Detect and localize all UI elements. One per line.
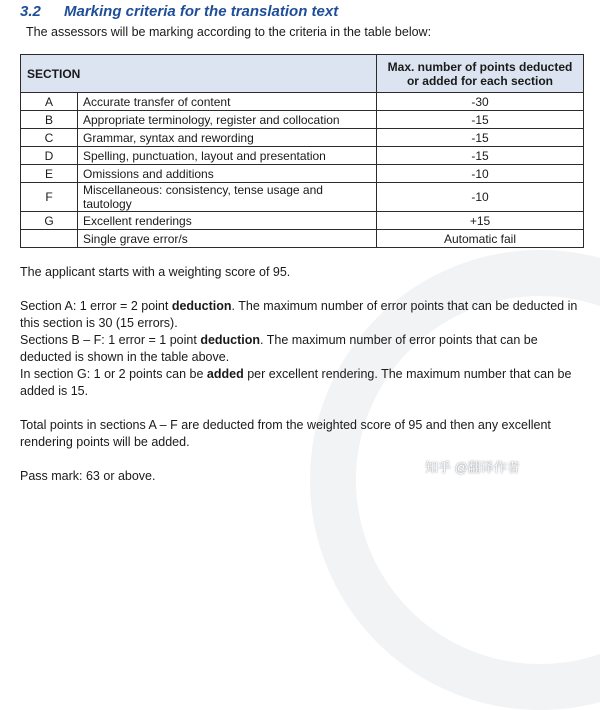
criteria-table (20, 54, 584, 248)
row-letter: G (21, 212, 78, 230)
text-run: Section A: 1 error = 2 point (20, 299, 172, 313)
row-points: Automatic fail (377, 230, 584, 248)
emphasis-text: deduction (200, 333, 261, 347)
row-letter: F (21, 183, 78, 212)
emphasis-text: deduction (171, 299, 232, 313)
table-row (21, 129, 584, 147)
row-description: Omissions and additions (78, 165, 377, 183)
table-row (21, 165, 584, 183)
row-points: -15 (377, 111, 584, 129)
text-run: Sections B – F: 1 error = 1 point (20, 333, 201, 347)
section-title: Marking criteria for the translation text (64, 3, 339, 20)
watermark: 知乎 @翻译作者 (425, 460, 520, 475)
table-row (21, 147, 584, 165)
row-letter: B (21, 111, 78, 129)
row-letter (21, 230, 78, 248)
text-run: . The maximum number of error points that can be deducted in this section is 30 (15 errors). (20, 299, 578, 330)
emphasis-text: added (206, 367, 244, 381)
pass-mark-paragraph: Pass mark: 63 or above. (20, 469, 156, 483)
row-letter: D (21, 147, 78, 165)
row-points: -15 (377, 129, 584, 147)
section-heading (20, 3, 338, 20)
section-number: 3.2 (20, 3, 41, 20)
row-description: Accurate transfer of content (78, 93, 377, 111)
row-description: Miscellaneous: consistency, tense usage and tautology (78, 183, 377, 212)
table-row (21, 230, 584, 248)
text-run: In section G: 1 or 2 points can be (20, 367, 207, 381)
row-points: +15 (377, 212, 584, 230)
row-letter: E (21, 165, 78, 183)
row-letter: C (21, 129, 78, 147)
intro-text: The assessors will be marking according to the criteria in the table below: (26, 25, 432, 39)
row-points: -30 (377, 93, 584, 111)
text-run: . The maximum number of error points that can be deducted is shown in the table above. (20, 333, 538, 364)
row-description: Grammar, syntax and rewording (78, 129, 377, 147)
section-column-header: SECTION (21, 55, 377, 93)
row-description: Spelling, punctuation, layout and presentation (78, 147, 377, 165)
section-g-paragraph (20, 366, 585, 400)
table-row (21, 111, 584, 129)
table-row (21, 212, 584, 230)
row-description: Excellent renderings (78, 212, 377, 230)
text-run: per excellent rendering. The maximum number that can be added is 15. (20, 367, 572, 398)
table-row (21, 183, 584, 212)
row-description: Single grave error/s (78, 230, 377, 248)
row-letter: A (21, 93, 78, 111)
weighting-paragraph: The applicant starts with a weighting score of 95. (20, 265, 291, 279)
row-points: -10 (377, 183, 584, 212)
section-a-paragraph (20, 298, 585, 332)
row-points: -10 (377, 165, 584, 183)
total-points-paragraph: Total points in sections A – F are deducted from the weighted score of 95 and then any excellent rendering points will be added. (20, 418, 551, 449)
table-row (21, 93, 584, 111)
row-points: -15 (377, 147, 584, 165)
points-column-header: Max. number of points deducted or added for each section (377, 55, 584, 93)
row-description: Appropriate terminology, register and collocation (78, 111, 377, 129)
table-header-row (21, 55, 584, 93)
sections-b-f-paragraph (20, 332, 585, 366)
